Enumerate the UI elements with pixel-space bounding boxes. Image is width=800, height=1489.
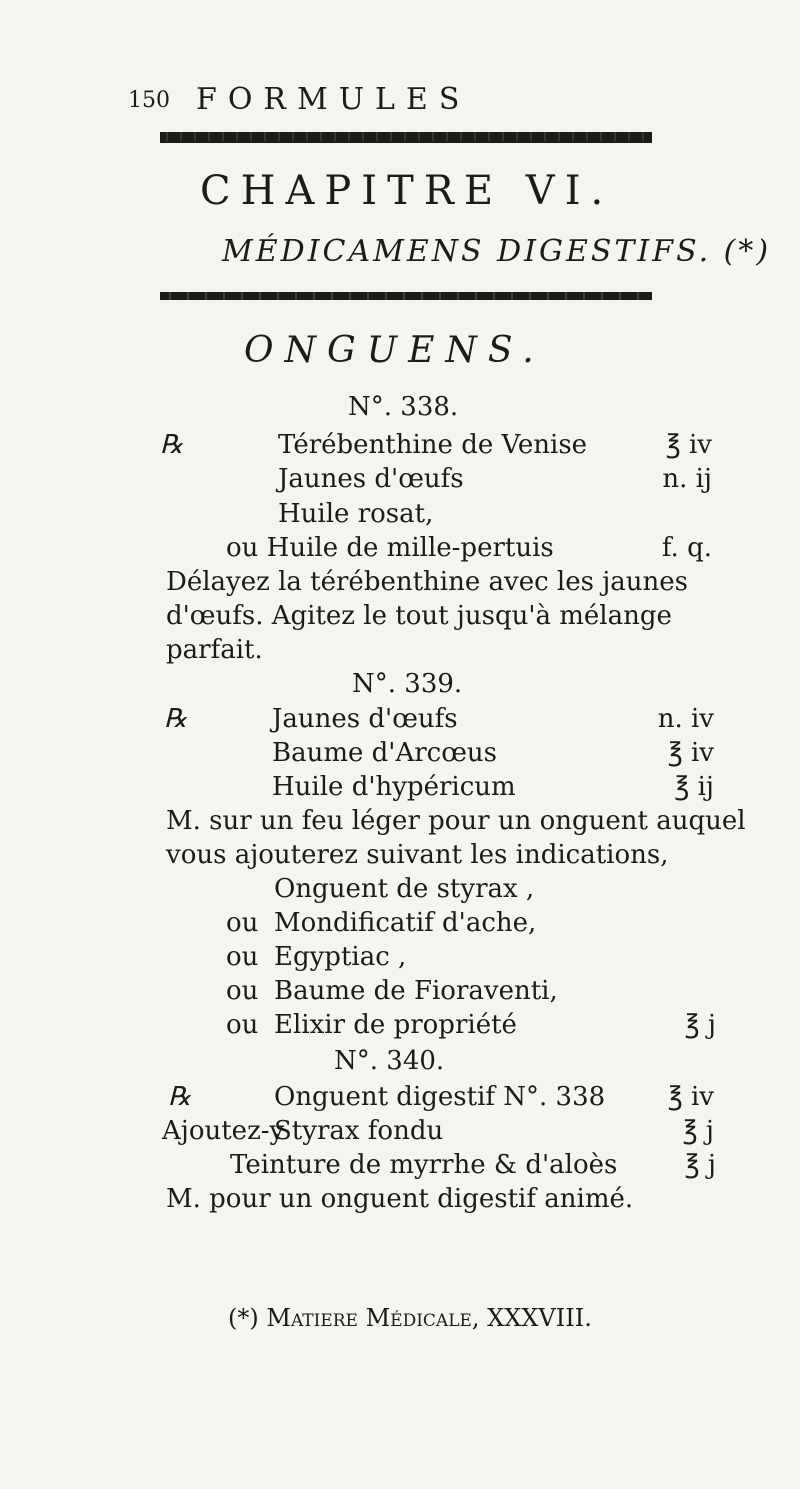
chapter-subtitle: MÉDICAMENS DIGESTIFS. (*) [222,234,772,269]
chapter-title: CHAPITRE VI. [200,168,614,214]
section-title: ONGUENS. [244,330,545,371]
ingredient-quantity: ℥ iv [667,1082,714,1112]
option-name: Elixir de propriété [274,1010,517,1040]
option-name: Egyptiac , [274,942,407,972]
instruction-line: M. pour un onguent digestif animé. [166,1184,634,1214]
ingredient-name: Baume d'Arcœus [272,738,498,768]
option-prefix: ou [226,976,259,1006]
option-prefix: ou [226,942,259,972]
ingredient-quantity: n. ij [662,464,712,494]
option-name: Onguent de styrax , [274,874,535,904]
option-name: Mondificatif d'ache, [274,908,537,938]
ingredient-name: Térébenthine de Venise [278,430,588,460]
instruction-line: M. sur un feu léger pour un onguent auquel [166,806,746,836]
instruction-line: vous ajouterez suivant les indications, [166,840,669,870]
option-quantity: ℥ j [684,1010,716,1040]
ingredient-quantity: ℥ iv [665,430,712,460]
ingredient-quantity: f. q. [661,533,712,563]
ornamental-rule-middle [160,292,652,300]
formula-number: N°. 340. [334,1046,445,1076]
footnote-text: Matiere Médicale, XXXVIII. [266,1304,592,1332]
ingredient-quantity: ℥ iv [667,738,714,768]
ingredient-quantity: ℥ j [684,1150,716,1180]
ingredient-name: Huile rosat, [278,499,434,529]
recipe-symbol: ℞ [160,430,184,460]
formula-number: N°. 338. [348,392,459,422]
page-number: 150 [128,88,170,113]
option-prefix: ou [226,908,259,938]
running-title: FORMULES [196,82,471,117]
ingredient-name: Jaunes d'œufs [278,464,464,494]
ingredient-name: Jaunes d'œufs [272,704,458,734]
ingredient-name: Onguent digestif N°. 338 [274,1082,606,1112]
formula-number: N°. 339. [352,669,463,699]
ingredient-name: ou Huile de mille-pertuis [226,533,554,563]
ingredient-quantity: ℥ ij [674,772,714,802]
instruction-line: d'œufs. Agitez le tout jusqu'à mélange [166,601,672,631]
ingredient-quantity: n. iv [657,704,714,734]
ingredient-name: Teinture de myrrhe & d'aloès [230,1150,618,1180]
footnote [228,1304,592,1332]
instruction-line: Délayez la térébenthine avec les jaunes [166,567,688,597]
recipe-symbol: ℞ [168,1082,192,1112]
option-prefix: ou [226,1010,259,1040]
footnote-marker: (*) [228,1304,259,1332]
ingredient-name: Styrax fondu [274,1116,444,1146]
ingredient-prefix: Ajoutez-y [162,1116,285,1146]
ornamental-rule-top [160,132,652,143]
option-name: Baume de Fioraventi, [274,976,558,1006]
ingredient-name: Huile d'hypéricum [272,772,516,802]
recipe-symbol: ℞ [164,704,188,734]
instruction-line: parfait. [166,635,263,665]
ingredient-quantity: ℥ j [682,1116,714,1146]
